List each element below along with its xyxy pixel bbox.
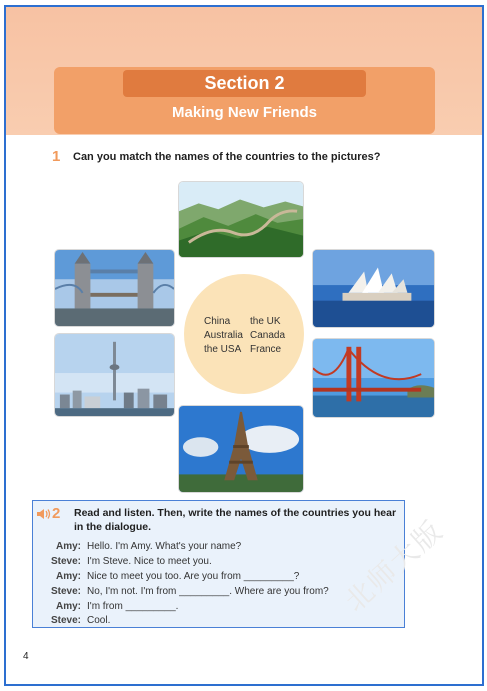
dialogue-line: I'm from _________. <box>87 601 179 612</box>
eiffel-tower-photo <box>178 405 304 493</box>
page-number: 4 <box>23 651 29 662</box>
country-name: China <box>204 316 231 327</box>
dialogue-speaker: Amy: <box>55 601 81 612</box>
publisher-watermark: 北师大版 <box>338 513 450 619</box>
country-name: Canada <box>250 330 286 341</box>
great-wall-photo <box>178 181 304 258</box>
dialogue-line: I'm Steve. Nice to meet you. <box>87 556 212 567</box>
tower-bridge-photo <box>54 249 175 327</box>
golden-gate-bridge-photo <box>312 338 435 418</box>
dialogue-line: Cool. <box>87 615 111 626</box>
cn-tower-photo <box>54 333 175 417</box>
dialogue-line: Hello. I'm Amy. What's your name? <box>87 541 242 552</box>
activity-2-instruction: Read and listen. Then, write the names of the countries you hear in the dialogue. <box>74 507 397 533</box>
dialogue-speaker: Amy: <box>55 541 81 552</box>
section-title: Section 2 <box>123 70 366 97</box>
country-name: the USA <box>204 344 242 355</box>
activity-2-number: 2 <box>52 505 61 522</box>
dialogue-line: Nice to meet you too. Are you from _________? <box>87 571 300 582</box>
dialogue-speaker: Steve: <box>50 556 81 567</box>
dialogue-speaker: Steve: <box>50 586 81 597</box>
country-name: France <box>250 344 282 355</box>
dialogue-speaker: Steve: <box>50 615 81 626</box>
section-subtitle: Making New Friends <box>171 104 318 121</box>
dialogue-speaker: Amy: <box>55 571 81 582</box>
speaker-icon[interactable] <box>36 507 52 521</box>
dialogue-line: No, I'm not. I'm from _________. Where are you from? <box>87 586 329 597</box>
sydney-opera-house-photo <box>312 249 435 328</box>
activity-1-instruction: Can you match the names of the countries to the pictures? <box>73 151 381 163</box>
activity-1-number: 1 <box>52 148 61 165</box>
country-name: Australia <box>204 330 243 341</box>
country-name: the UK <box>250 316 281 327</box>
country-names-circle <box>184 274 304 394</box>
